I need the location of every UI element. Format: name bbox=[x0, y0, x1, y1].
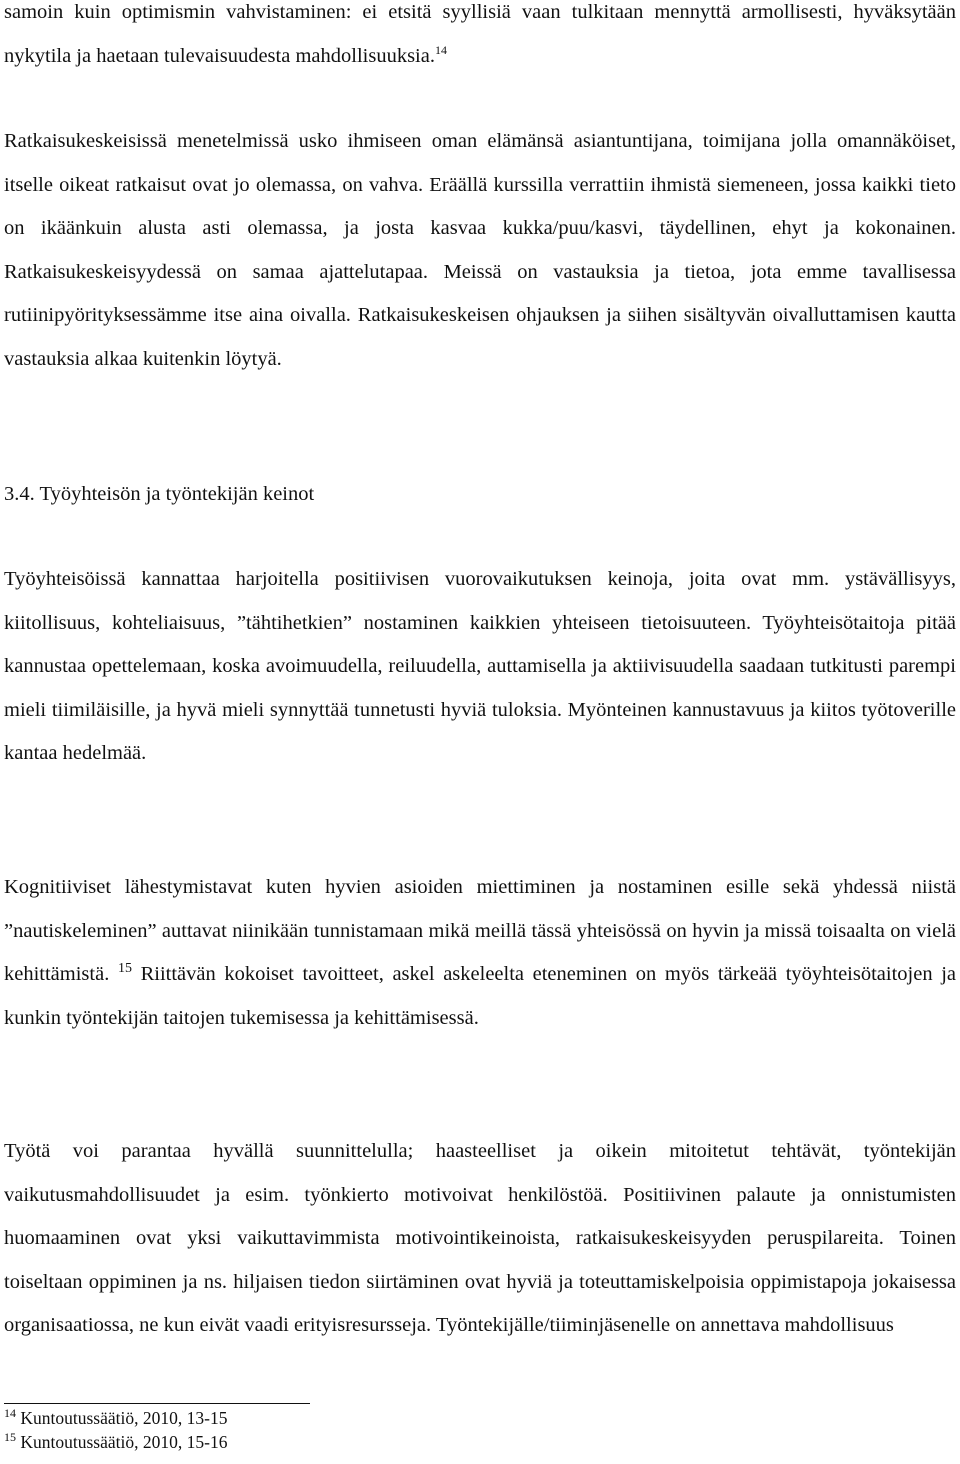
footnote-mark: 15 bbox=[4, 1430, 16, 1445]
paragraph-text: Ratkaisukeskeisissä menetelmissä usko ihmiseen oman elämänsä asiantuntijana, toimijana jolla omannäköiset, itselle oikeat ratkaisut ovat jo olemassa, on vahva. Eräällä kurssilla verrattiin ihmistä siemeneen, jossa kaikki tieto on ikäänkuin alusta asti olemassa, ja josta kasvaa kukka/puu/kasvi, täydellinen, ehyt ja kokonainen. Ratkaisukeskeisyydessä on samaa ajattelutapaa. Meissä on vastauksia ja tietoa, jota emme tavallisessa rutiinipyörityksessämme itse aina oivalla. Ratkaisukeskeisen ohjauksen ja siihen sisältyvän oivalluttamisen kautta vastauksia alkaa kuitenkin löytyä. bbox=[4, 130, 956, 370]
footnote-ref-15[interactable]: 15 bbox=[117, 961, 132, 977]
paragraph-text: Kognitiiviset lähestymistavat kuten hyvien asioiden miettiminen ja nostaminen esille sekä yhdessä niistä ”nautiskeleminen” auttavat niinikään tunnistamaan mikä meillä tässä yhteisössä on hyvin ja missä toisaalta on vielä kehittämistä. bbox=[4, 876, 956, 986]
footnotes-list bbox=[4, 1406, 227, 1454]
paragraph-solution-focused bbox=[4, 120, 956, 382]
paragraph-text: samoin kuin optimismin vahvistaminen: ei etsitä syyllisiä vaan tulkitaan mennyttä armollisesti, hyväksytään nykytila ja haetaan tulevaisuudesta mahdollisuuksia. bbox=[4, 1, 956, 67]
section-heading: 3.4. Työyhteisön ja työntekijän keinot bbox=[4, 483, 315, 505]
paragraph-text: Työtä voi parantaa hyvällä suunnittelulla; haasteelliset ja oikein mitoitetut tehtävät, työntekijän vaikutusmahdollisuudet ja esim. työnkierto motivoivat henkilöstöä. Positiivinen palaute ja onnistumisten huomaaminen ovat yksi vaikuttavimmista motivointikeinoista, ratkaisukeskeisyyden peruspilareita. Toinen toiseltaan oppiminen ja ns. hiljaisen tiedon siirtäminen ovat hyviä ja toteuttamiskelpoisia oppimistapoja jokaisessa organisaatiossa, ne kun eivät vaadi erityisresursseja. Työntekijälle/tiiminjäsenelle on annettava mahdollisuus bbox=[4, 1140, 956, 1337]
footnote-mark: 14 bbox=[4, 1406, 16, 1421]
paragraph-optimism bbox=[4, 0, 956, 78]
footnote-divider bbox=[4, 1403, 310, 1404]
paragraph-workplace-interaction bbox=[4, 558, 956, 776]
paragraph-cognitive-approaches bbox=[4, 866, 956, 1040]
paragraph-text: Työyhteisöissä kannattaa harjoitella positiivisen vuorovaikutuksen keinoja, joita ovat mm. ystävällisyys, kiitollisuus, kohteliaisuus, ”tähtihetkien” nostaminen kaikkien yhteiseen tietoisuuteen. Työyhteisötaitoja pitää kannustaa opettelemaan, koska avoimuudella, reiluudella, auttamisella ja aktiivisuudella saadaan tutkitusti parempi mieli tiimiläisille, ja hyvä mieli synnyttää tunnetusti hyviä tuloksia. Myönteinen kannustavuus ja kiitos työtoverille kantaa hedelmää. bbox=[4, 568, 956, 765]
paragraph-text: Riittävän kokoiset tavoitteet, askel askeleelta eteneminen on myös tärkeää työyhteisötaitojen ja kunkin työntekijän taitojen tukemisessa ja kehittämisessä. bbox=[4, 963, 957, 1029]
footnote-text: Kuntoutussäätiö, 2010, 15-16 bbox=[20, 1432, 228, 1452]
footnote-item bbox=[4, 1430, 227, 1454]
footnote-item bbox=[4, 1406, 227, 1430]
paragraph-work-improvement bbox=[4, 1130, 956, 1348]
footnote-text: Kuntoutussäätiö, 2010, 13-15 bbox=[20, 1408, 228, 1428]
footnote-ref-14[interactable]: 14 bbox=[434, 42, 447, 57]
